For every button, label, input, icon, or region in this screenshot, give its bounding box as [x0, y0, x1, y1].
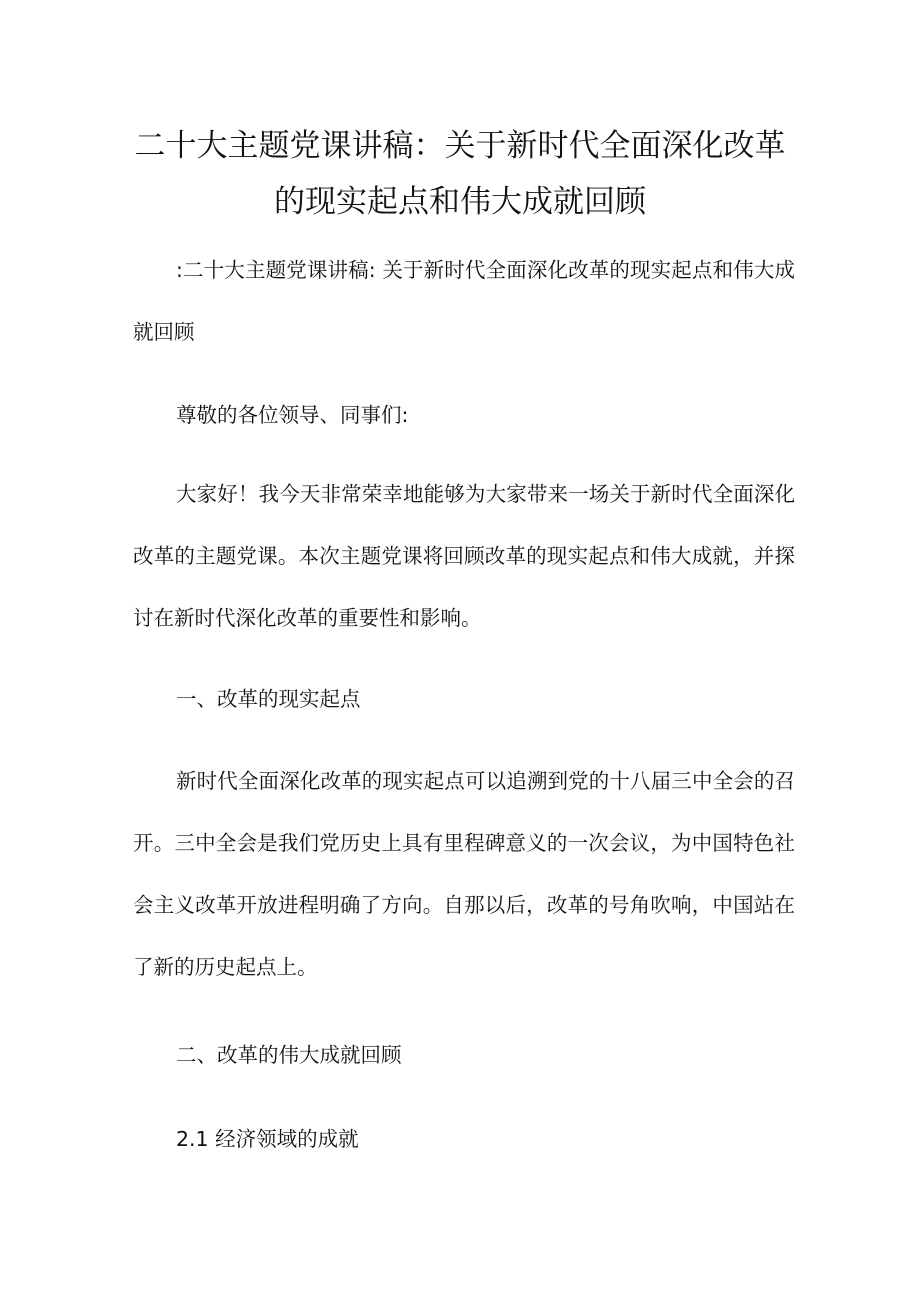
section-1-body: 新时代全面深化改革的现实起点可以追溯到党的十八届三中全会的召开。三中全会是我们党历史上具有里程碑意义的一次会议，为中国特色社会主义改革开放进程明确了方向。自那以后，改革的号角吹响，中国站在了新的历史起点上。 [133, 769, 795, 979]
intro-paragraph: 大家好！我今天非常荣幸地能够为大家带来一场关于新时代全面深化改革的主题党课。本次主题党课将回顾改革的现实起点和伟大成就，并探讨在新时代深化改革的重要性和影响。 [133, 482, 795, 630]
subtitle-paragraph: :二十大主题党课讲稿: 关于新时代全面深化改革的现实起点和伟大成就回顾 [133, 258, 795, 344]
section-2-1-heading: 2.1 经济领域的成就 [176, 1127, 359, 1151]
greeting-paragraph: 尊敬的各位领导、同事们: [176, 403, 409, 427]
section-1-heading: 一、改革的现实起点 [176, 687, 361, 711]
section-2-heading: 二、改革的伟大成就回顾 [176, 1043, 402, 1067]
document-title: 二十大主题党课讲稿：关于新时代全面深化改革的现实起点和伟大成就回顾 [134, 128, 786, 220]
